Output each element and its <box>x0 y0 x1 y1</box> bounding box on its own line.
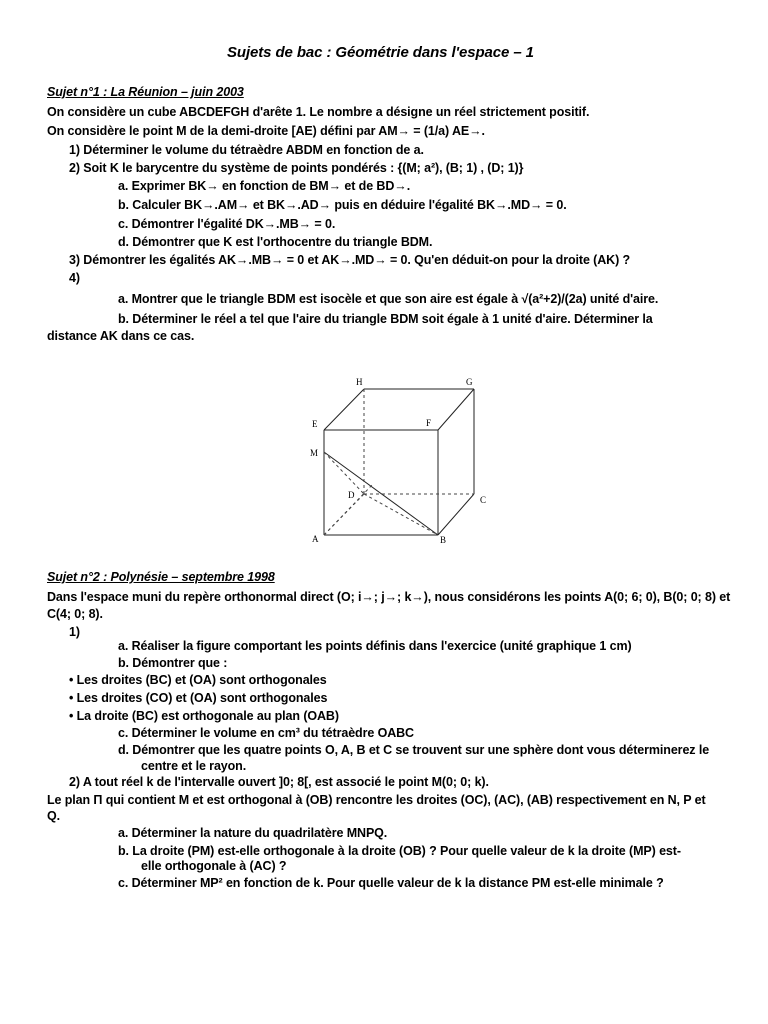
sujet2-heading: Sujet n°2 : Polynésie – septembre 1998 <box>47 570 275 584</box>
sujet2-bullet-1: • Les droites (BC) et (OA) sont orthogonales <box>69 673 327 687</box>
sujet2-bullet-2: • Les droites (CO) et (OA) sont orthogonales <box>69 691 328 705</box>
sujet2-question-1d-cont: centre et le rayon. <box>141 759 247 773</box>
page-title: Sujets de bac : Géométrie dans l'espace – 1 <box>227 44 534 61</box>
label-a: A <box>312 534 319 544</box>
sujet1-question-4a: a. Montrer que le triangle BDM est isocèle et que son aire est égale à √(a²+2)/(2a) unité d'aire. <box>118 292 659 306</box>
sujet1-question-1: 1) Déterminer le volume du tétraèdre ABDM en fonction de a. <box>69 143 424 157</box>
sujet1-question-4b-cont: distance AK dans ce cas. <box>47 329 195 343</box>
sujet2-line-point-c: C(4; 0; 8). <box>47 607 103 621</box>
label-c: C <box>480 495 487 505</box>
sujet1-question-4: 4) <box>69 271 80 285</box>
sujet2-question-1d: d. Démontrer que les quatre points O, A, B et C se trouvent sur une sphère dont vous déterminerez le <box>118 743 710 757</box>
sujet1-line-point-m: On considère le point M de la demi-droite [AE) défini par AM→ = (1/a) AE→. <box>47 124 485 138</box>
sujet2-line-plan: Le plan Π qui contient M et est orthogonal à (OB) rencontre les droites (OC), (AC), (AB) respectivement en N, P et <box>47 793 706 807</box>
sujet1-question-3: 3) Démontrer les égalités AK→.MB→ = 0 et AK→.MD→ = 0. Qu'en déduit-on pour la droite (AK) ? <box>69 253 631 267</box>
sujet2-question-2b-cont: elle orthogonale à (AC) ? <box>141 859 287 873</box>
sujet1-question-4b: b. Déterminer le réel a tel que l'aire du triangle BDM soit égale à 1 unité d'aire. Déterminer la <box>118 312 653 326</box>
sujet2-question-2b: b. La droite (PM) est-elle orthogonale à la droite (OB) ? Pour quelle valeur de k la droite (MP) est- <box>118 844 681 858</box>
sujet2-question-2a: a. Déterminer la nature du quadrilatère MNPQ. <box>118 826 388 840</box>
label-b: B <box>440 535 447 545</box>
sujet2-question-1c: c. Déterminer le volume en cm³ du tétraèdre OABC <box>118 726 414 740</box>
sujet2-line-plan-cont: Q. <box>47 809 60 823</box>
label-h: H <box>356 377 363 387</box>
sujet2-question-2c: c. Déterminer MP² en fonction de k. Pour quelle valeur de k la distance PM est-elle minimale ? <box>118 876 664 890</box>
cube-figure <box>300 370 500 550</box>
sujet1-question-2: 2) Soit K le barycentre du système de points pondérés : {(M; a²), (B; 1) , (D; 1)} <box>69 161 524 175</box>
sujet1-question-2d: d. Démontrer que K est l'orthocentre du triangle BDM. <box>118 235 433 249</box>
sujet2-question-1b: b. Démontrer que : <box>118 656 228 670</box>
sujet1-heading: Sujet n°1 : La Réunion – juin 2003 <box>47 85 244 99</box>
sujet2-question-2: 2) A tout réel k de l'intervalle ouvert ]0; 8[, est associé le point M(0; 0; k). <box>69 775 489 789</box>
sujet1-question-2c: c. Démontrer l'égalité DK→.MB→ = 0. <box>118 217 336 231</box>
label-d: D <box>348 490 355 500</box>
sujet2-question-1a: a. Réaliser la figure comportant les points définis dans l'exercice (unité graphique 1 cm) <box>118 639 632 653</box>
sujet1-question-2b: b. Calculer BK→.AM→ et BK→.AD→ puis en déduire l'égalité BK→.MD→ = 0. <box>118 198 567 212</box>
sujet1-question-2a: a. Exprimer BK→ en fonction de BM→ et de BD→. <box>118 179 411 193</box>
label-e: E <box>312 419 318 429</box>
sujet2-line-repere: Dans l'espace muni du repère orthonormal direct (O; i→; j→; k→), nous considérons les points A(0; 6; 0), B(0; 0; 8) et <box>47 590 731 604</box>
label-g: G <box>466 377 473 387</box>
label-f: F <box>426 418 432 428</box>
label-m: M <box>310 448 319 458</box>
sujet2-question-1: 1) <box>69 625 80 639</box>
sujet1-line-cube: On considère un cube ABCDEFGH d'arête 1. Le nombre a désigne un réel strictement positif. <box>47 105 590 119</box>
sujet2-bullet-3: • La droite (BC) est orthogonale au plan (OAB) <box>69 709 339 723</box>
